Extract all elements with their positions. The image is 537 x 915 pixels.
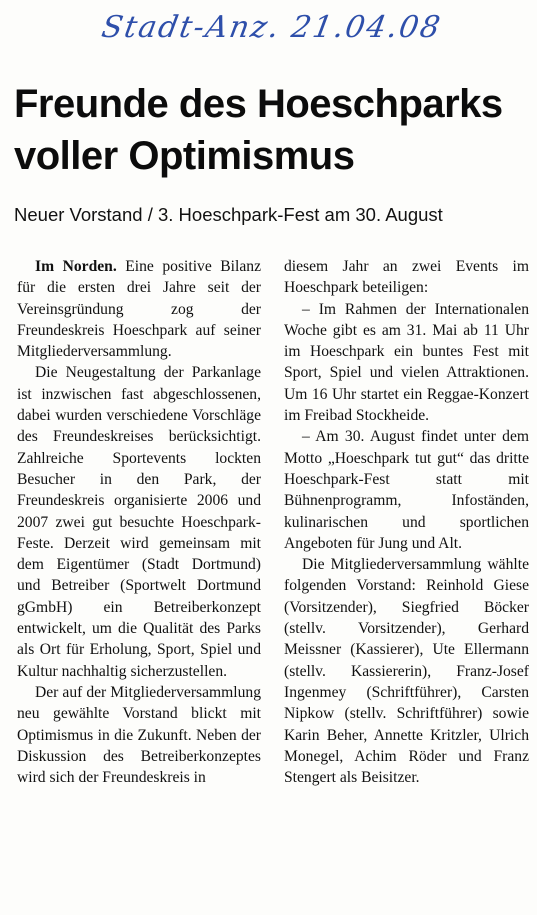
- paragraph-text: Eine positive Bilanz für die ersten drei Jahre seit der Vereinsgründung zog der Freundeskreis Hoeschpark auf seiner Mitgliederversammlung.: [17, 258, 261, 361]
- article-paragraph: diesem Jahr an zwei Events im Hoeschpark beteiligen:: [284, 258, 529, 297]
- article-paragraph: Der auf der Mitgliederversammlung neu gewählte Vorstand blickt mit Optimismus in die Zukunft. Neben der Diskussion des Betreiberkonzeptes wird sich der Freundeskreis in: [17, 683, 261, 787]
- article-paragraph: – Am 30. August findet unter dem Motto „Hoeschpark tut gut“ das dritte Hoeschpark-Fest statt mit Bühnenprogramm, Infoständen, kulinarischen und sportlichen Angeboten für Jung und Alt.: [284, 428, 529, 552]
- article-column-left: [17, 256, 261, 788]
- handwritten-source-note: Stadt-Anz. 21.04.08: [99, 10, 445, 45]
- headline-line-2: voller Optimismus: [14, 134, 355, 178]
- article-paragraph: Die Neugestaltung der Parkanlage ist inzwischen fast abgeschlossenen, dabei wurden verschiedene Vorschläge des Freundeskreises berücksichtigt. Zahlreiche Sportevents lockten Besucher in den Park, der Freundeskreis organisierte 2006 und 2007 zwei gut besuchte Hoeschpark-Feste. Derzeit wird gemeinsam mit dem Eigentümer (Stadt Dortmund) und Betreiber (Sportwelt Dortmund gGmbH) ein Betreiberkonzept entwickelt, um die Qualität des Parks als Ort für Erholung, Sport, Spiel und Kultur nachhaltig sicherzustellen.: [17, 364, 261, 680]
- headline-line-1: Freunde des Hoeschparks: [14, 82, 503, 126]
- headline: [14, 78, 529, 182]
- article-paragraph: – Im Rahmen der Internationalen Woche gibt es am 31. Mai ab 11 Uhr im Hoeschpark ein buntes Fest mit Sport, Spiel und vielen Attraktionen. Um 16 Uhr startet ein Reggae-Konzert im Freibad Stockheide.: [284, 300, 529, 425]
- article-paragraph: [17, 256, 261, 362]
- article-paragraph: Die Mitgliederversammlung wählte folgenden Vorstand: Reinhold Giese (Vorsitzender), Siegfried Böcker (stellv. Vorsitzender), Gerhard Meissner (Kassierer), Ute Ellermann (stellv. Kassiererin), Franz-Josef Ingenmey (Schriftführer), Carsten Nipkow (stellv. Schriftführer) sowie Karin Beher, Annette Kritzler, Ulrich Monegel, Achim Röder und Franz Stengert als Beisitzer.: [284, 556, 529, 787]
- article-column-right: [284, 256, 529, 788]
- dateline: Im Norden.: [35, 258, 117, 275]
- subheadline: Neuer Vorstand / 3. Hoeschpark-Fest am 30. August: [14, 204, 443, 225]
